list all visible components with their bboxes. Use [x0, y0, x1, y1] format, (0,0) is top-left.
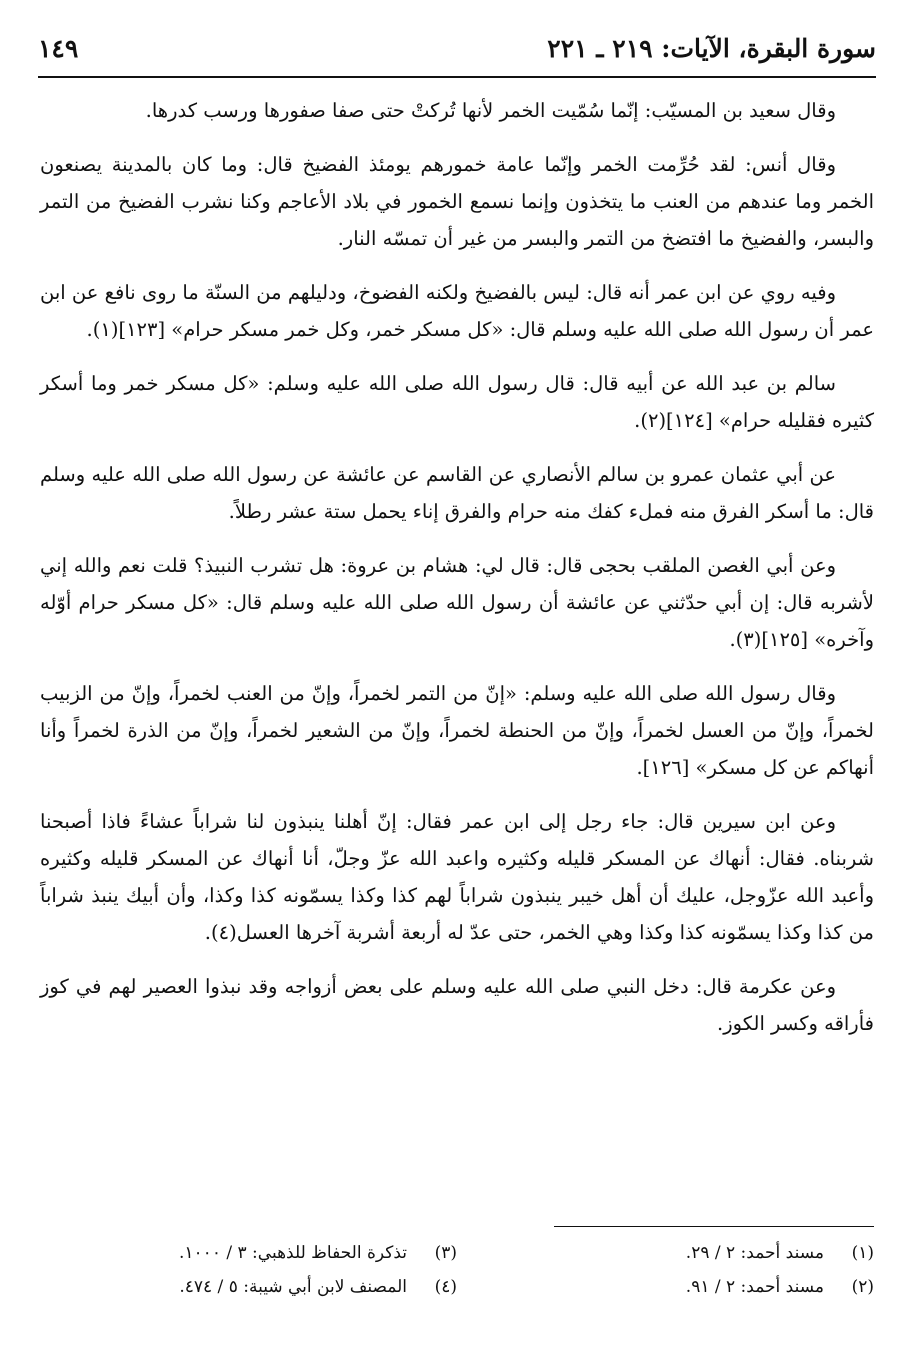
footnote-text: مسند أحمد: ٢ / ٩١. — [685, 1277, 824, 1297]
footnote-item — [457, 1236, 874, 1270]
paragraph: وقال رسول الله صلى الله عليه وسلم: «إنّ من التمر لخمراً، وإنّ من العنب لخمراً، وإنّ من الزبيب لخمراً، وإنّ من العسل لخمراً، وإنّ من الحنطة لخمراً، وإنّ من الشعير لخمراً، وإنّ من الذرة لخمراً وأنا أنهاكم عن كل مسكر» [١٢٦]. — [40, 682, 874, 779]
footnote-number: (٣) — [434, 1243, 457, 1263]
paragraph: وعن ابن سيرين قال: جاء رجل إلى ابن عمر فقال: إنّ أهلنا ينبذون لنا شراباً عشاءً فاذا أصبحنا شربناه. فقال: أنهاك عن المسكر قليله وكثيره واعبد الله عزّ وجلّ، أنا أنهاك عن المسكر قليله وكثيره وأعبد الله عزّوجل، عليك أن أهل خيبر ينبذون شراباً لهم كذا وكذا يسمّونه كذا وكذا، وأن أبيك ينبذ شراباً من كذا وكذا يسمّونه كذا وكذا وهي الخمر، حتى عدّ له أربعة أشربة آخرها العسل(٤). — [40, 810, 874, 944]
footnote-number: (٤) — [434, 1277, 457, 1297]
footnote-text: تذكرة الحفاظ للذهبي: ٣ / ١٠٠٠. — [179, 1243, 407, 1263]
paragraph: عن أبي عثمان عمرو بن سالم الأنصاري عن القاسم عن عائشة عن رسول الله صلى الله عليه وسلم قال: ما أسكر الفرق منه فملء كفك منه حرام والفرق إناء يحمل ستة عشر رطلاً. — [40, 463, 874, 523]
paragraph: وعن عكرمة قال: دخل النبي صلى الله عليه وسلم على بعض أزواجه وقد نبذوا العصير لهم في كوز فأراقه وكسر الكوز. — [40, 975, 874, 1035]
footnotes — [40, 1236, 874, 1304]
paragraph: سالم بن عبد الله عن أبيه قال: قال رسول الله صلى الله عليه وسلم: «كل مسكر خمر وما أسكر كثيره فقليله حرام» [١٢٤](٢). — [40, 372, 874, 432]
footnote-text: المصنف لابن أبي شيبة: ٥ / ٤٧٤. — [179, 1277, 407, 1297]
paragraph: وقال أنس: لقد حُرِّمت الخمر وإنّما عامة خمورهم يومئذ الفضيخ قال: وما كان بالمدينة يصنعون الخمر وما عندهم من العنب ما يتخذون وإنما نسمع الخمور في بلاد الأعاجم وكنا نشرب الفضيخ من التمر والبسر، والفضيخ ما افتضخ من التمر والبسر من غير أن تمسّه النار. — [40, 153, 874, 250]
footnote-number: (٢) — [851, 1277, 874, 1297]
paragraph: وقال سعيد بن المسيّب: إنّما سُمّيت الخمر لأنها تُركتْ حتى صفا صفورها ورسب كدرها. — [145, 99, 836, 122]
header-divider — [38, 76, 876, 78]
paragraph: وعن أبي الغصن الملقب بحجى قال: قال لي: هشام بن عروة: هل تشرب النبيذ؟ قلت نعم والله إني لأشربه قال: إن أبي حدّثني عن عائشة أن رسول الله صلى الله عليه وسلم قال: «كل مسكر حرام أوّله وآخره» [١٢٥](٣). — [40, 554, 874, 651]
main-text — [40, 92, 874, 1059]
running-header — [38, 30, 876, 74]
footnote-text: مسند أحمد: ٢ / ٢٩. — [685, 1243, 824, 1263]
footnote-item — [457, 1270, 874, 1304]
footnote-item — [40, 1270, 457, 1304]
footnote-divider — [554, 1226, 874, 1227]
running-header-title: سورة البقرة، الآيات: ٢١٩ ـ ٢٢١ — [547, 34, 876, 63]
footnote-number: (١) — [851, 1243, 874, 1263]
footnote-item — [40, 1236, 457, 1270]
paragraph: وفيه روي عن ابن عمر أنه قال: ليس بالفضيخ ولكنه الفضوخ، ودليلهم من السنّة ما روى نافع عن ابن عمر أن رسول الله صلى الله عليه وسلم قال: «كل مسكر خمر، وكل خمر مسكر حرام» [١٢٣](١). — [40, 281, 874, 341]
page-number: ١٤٩ — [38, 34, 79, 63]
